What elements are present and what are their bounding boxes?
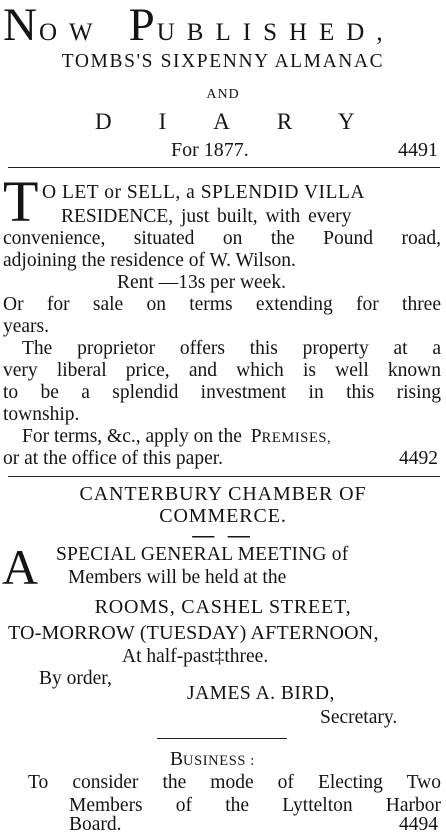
business-item-line-3: Board. [69,814,122,835]
almanac-title: TOMBS'S SIXPENNY ALMANAC [61,51,385,72]
drop-cap-a: A [2,539,39,595]
premises-small-caps: REMISES, [261,430,332,446]
divider-rule [8,167,440,168]
ad-number: 4494 [399,814,438,835]
meeting-day: TO-MORROW (TUESDAY) AFTERNOON, [8,622,379,644]
villa-line-12 [22,427,441,447]
villa-line-12-text: For terms, &c., apply on the [22,426,242,447]
drop-cap-t: T [3,169,39,234]
villa-line-1: O LET or SELL, a SPLENDID VILLA [42,182,365,203]
signatory-name: JAMES A. BIRD, [187,683,335,704]
villa-line-4: adjoining the residence of W. Wilson. [3,250,296,271]
business-heading [170,750,255,770]
villa-line-2: RESIDENCE, just built, with every [61,206,352,227]
signatory-title: Secretary. [320,707,398,728]
heading-divider: — — [192,522,254,547]
premises-capital: P [250,426,262,447]
ad-number: 4491 [398,139,438,161]
chamber-heading-line-2: COMMERCE. [159,505,287,527]
year-line: For 1877. [171,139,249,161]
short-rule [157,738,287,739]
villa-line-7: years. [3,316,50,337]
headline-published-rest: UBLISHED, [156,19,395,46]
meeting-line-2: Members will be held at the [68,567,287,588]
villa-line-10: to be a splendid investment in this rising [3,382,441,403]
villa-line-11: township. [3,404,80,425]
headline-capital-p: P [128,0,157,51]
chamber-heading-line-1: CANTERBURY CHAMBER OF [79,483,367,505]
headline-capital-n: N [3,0,39,51]
business-capital: B [170,749,184,770]
villa-rent: Rent —13s per week. [117,272,286,293]
and-word: AND [206,87,240,102]
divider-rule [8,476,440,477]
headline-now-rest: OW [38,19,105,46]
villa-line-6: Or for sale on terms extending for three [3,294,441,315]
meeting-line-1: SPECIAL GENERAL MEETING of [56,544,349,565]
business-item-line-1: To consider the mode of Electing Two [28,772,441,793]
villa-line-13: or at the office of this paper. [3,448,224,469]
villa-line-8: The proprietor offers this property at a [22,338,441,359]
business-small-caps: USINESS : [183,753,255,769]
diary-word: DIARY [95,109,402,134]
meeting-time: At half-past‡three. [122,646,269,667]
ad-number: 4492 [399,448,438,469]
villa-line-3: convenience, situated on the Pound road, [3,228,441,249]
by-order: By order, [39,668,112,689]
villa-line-9: very liberal price, and which is well known [3,360,441,381]
now-published-headline [3,2,443,49]
meeting-location: ROOMS, CASHEL STREET, [94,596,352,618]
business-item-line-2: Members of the Lyttelton Harbor [69,795,441,816]
